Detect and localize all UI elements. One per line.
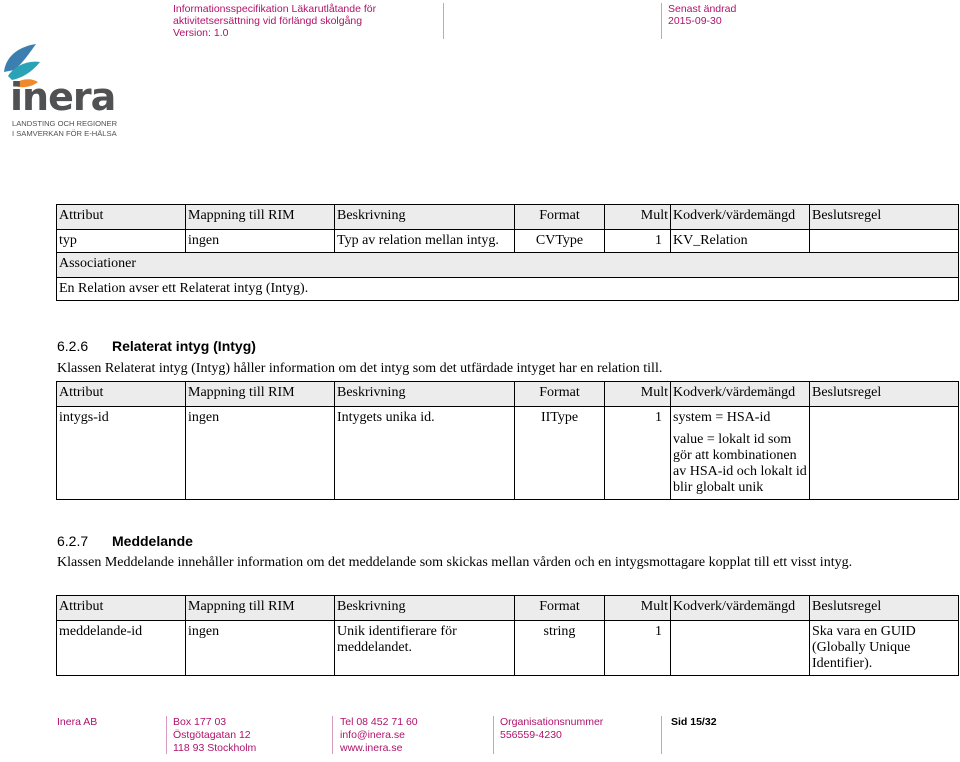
col-header-mult: Mult [605,596,671,621]
kodverk-value: value = lokalt id som gör att kombinationen av HSA-id och lokalt id blir globalt unik [673,432,807,495]
footer-address [173,716,256,755]
cell-mult: 1 [605,407,671,500]
page-number: Sid 15/32 [671,716,717,728]
cell-beslutsregel: Ska vara en GUID (Globally Unique Identifier). [810,621,959,676]
col-header-mult: Mult [605,382,671,407]
section-description: Klassen Relaterat intyg (Intyg) håller information om det intyg som det utfärdade intyget har en relation till. [57,361,663,376]
col-header-rim: Mappning till RIM [186,205,335,230]
footer-divider [166,716,167,754]
table-header-row [57,205,959,230]
col-header-kodverk: Kodverk/värdemängd [671,205,810,230]
cell-kodverk: KV_Relation [671,230,810,253]
footer-box: Box 177 03 [173,716,227,728]
col-header-beskrivning: Beskrivning [335,596,515,621]
section-heading [57,533,193,549]
table-header-row [57,382,959,407]
col-header-attribut: Attribut [57,205,186,230]
footer-divider [332,716,333,754]
section-description: Klassen Meddelande innehåller information om det meddelande som skickas mellan vården och en intygsmottagare kopplat till ett visst intyg. [57,555,853,570]
section-number: 6.2.6 [57,338,89,354]
cell-beslutsregel [810,407,959,500]
attribute-table-relation [56,204,959,301]
footer-company-name: Inera AB [57,716,98,728]
section-number: 6.2.7 [57,533,89,549]
cell-beskrivning: Unik identifierare för meddelandet. [335,621,515,676]
header-doc-info [173,3,376,39]
doc-title-line1: Informationsspecifikation Läkarutlåtande för [173,3,377,15]
cell-attribut: intygs-id [57,407,186,500]
footer-page [671,716,717,729]
cell-attribut: meddelande-id [57,621,186,676]
kodverk-system: system = HSA-id [673,410,771,425]
footer-street: Östgötagatan 12 [173,729,251,741]
doc-version: Version: 1.0 [173,27,229,39]
section-title: Relaterat intyg (Intyg) [112,338,256,354]
assoc-label: Associationer [57,253,959,278]
col-header-attribut: Attribut [57,382,186,407]
footer-city: 118 93 Stockholm [173,742,257,754]
cell-rim: ingen [186,407,335,500]
footer-tel: Tel 08 452 71 60 [340,716,418,728]
svg-text:LANDSTING OCH REGIONER: LANDSTING OCH REGIONER [12,119,118,128]
footer-org-number: 556559-4230 [500,729,562,741]
col-header-rim: Mappning till RIM [186,596,335,621]
col-header-beskrivning: Beskrivning [335,382,515,407]
cell-mult: 1 [605,621,671,676]
cell-beskrivning: Intygets unika id. [335,407,515,500]
col-header-format: Format [515,205,605,230]
footer-company [57,716,97,729]
col-header-beskrivning: Beskrivning [335,205,515,230]
cell-rim: ingen [186,230,335,253]
cell-beskrivning: Typ av relation mellan intyg. [335,230,515,253]
table-row [57,407,959,500]
header-divider [443,3,444,39]
cell-format: IIType [515,407,605,500]
assoc-row [57,278,959,301]
table-row [57,621,959,676]
footer-web-link[interactable]: www.inera.se [340,742,403,754]
footer-divider [661,716,662,754]
col-header-kodverk: Kodverk/värdemängd [671,382,810,407]
col-header-kodverk: Kodverk/värdemängd [671,596,810,621]
cell-format: CVType [515,230,605,253]
inera-logo [0,40,130,145]
changed-date: 2015-09-30 [668,15,722,27]
section-heading [57,338,256,354]
assoc-text: En Relation avser ett Relaterat intyg (Intyg). [57,278,959,301]
svg-text:inera: inera [10,75,116,119]
attribute-table-meddelande [56,595,959,676]
col-header-beslutsregel: Beslutsregel [810,382,959,407]
col-header-mult: Mult [605,205,671,230]
footer-org [500,716,603,742]
footer-org-label: Organisationsnummer [500,716,604,728]
table-header-row [57,596,959,621]
footer-email-link[interactable]: info@inera.se [340,729,405,741]
col-header-format: Format [515,596,605,621]
attribute-table-relaterat-intyg [56,381,959,500]
table-row [57,230,959,253]
cell-rim: ingen [186,621,335,676]
cell-beslutsregel [810,230,959,253]
col-header-rim: Mappning till RIM [186,382,335,407]
svg-text:I SAMVERKAN FÖR E-HÄLSA: I SAMVERKAN FÖR E-HÄLSA [12,129,117,138]
header-divider [661,3,662,39]
cell-kodverk [671,621,810,676]
header-changed [668,3,736,27]
col-header-attribut: Attribut [57,596,186,621]
section-title: Meddelande [112,533,193,549]
doc-title-line2: aktivitetsersättning vid förlängd skolgång [173,15,363,27]
cell-kodverk [671,407,810,500]
changed-label: Senast ändrad [668,3,737,15]
col-header-beslutsregel: Beslutsregel [810,596,959,621]
assoc-header-row [57,253,959,278]
cell-mult: 1 [605,230,671,253]
cell-attribut: typ [57,230,186,253]
footer-contact [340,716,418,755]
col-header-format: Format [515,382,605,407]
col-header-beslutsregel: Beslutsregel [810,205,959,230]
footer-divider [493,716,494,754]
cell-format: string [515,621,605,676]
